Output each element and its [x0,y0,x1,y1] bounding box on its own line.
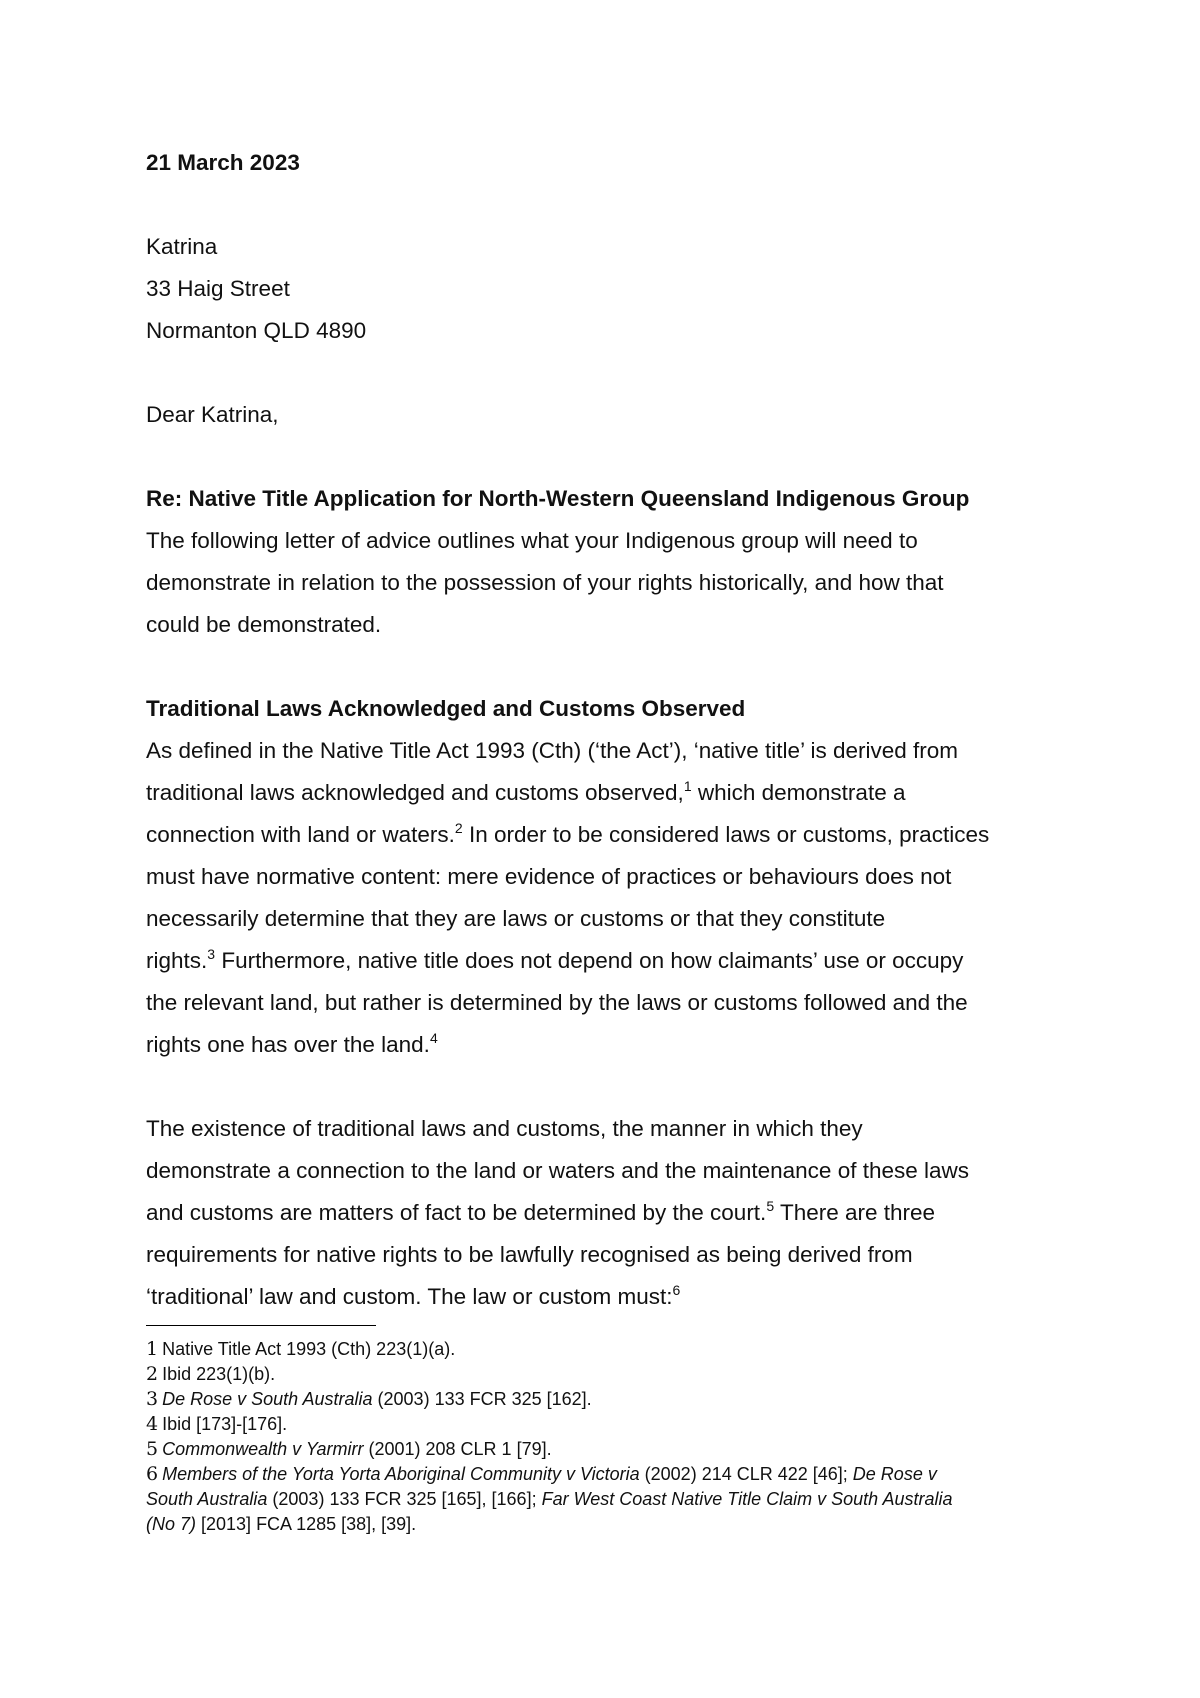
text-run: There are three [774,1200,936,1225]
letter-page [146,142,1066,1537]
text-run: rights. [146,948,208,973]
recipient-name: Katrina [146,234,218,259]
footnote-number: 5 [146,1438,159,1460]
paragraph-line [146,1276,1066,1318]
paragraph-line [146,814,1066,856]
footnote-continuation [146,1487,1066,1512]
paragraph-line [146,940,1066,982]
case-name: (No 7) [146,1514,197,1534]
case-name: Far West Coast Native Title Claim v South Australia [541,1489,953,1509]
footnote [146,1362,1066,1387]
footnote-ref[interactable]: 6 [672,1282,681,1298]
footnote-ref[interactable]: 2 [454,820,463,836]
text-run: rights one has over the land. [146,1032,430,1057]
case-name: Commonwealth v Yarmirr [162,1439,364,1459]
paragraph-1 [146,730,1066,1066]
footnote-text: [2013] FCA 1285 [38], [39]. [196,1514,417,1534]
case-name: South Australia [146,1489,268,1509]
text-run: which demonstrate a [691,780,906,805]
footnote-text: (2003) 133 FCR 325 [165], [166]; [267,1489,542,1509]
intro-line: could be demonstrated. [146,612,382,637]
subject-heading: Re: Native Title Application for North-Western Queensland Indigenous Group [146,486,970,511]
footnote [146,1437,1066,1462]
section-heading: Traditional Laws Acknowledged and Customs Observed [146,696,746,721]
salutation: Dear Katrina, [146,402,279,427]
footnote-ref[interactable]: 4 [429,1030,438,1046]
footnote-continuation [146,1512,1066,1537]
footnote [146,1462,1066,1487]
text-run: and customs are matters of fact to be determined by the court. [146,1200,767,1225]
footnotes [146,1337,1066,1537]
text-run: connection with land or waters. [146,822,455,847]
intro-paragraph [146,520,1066,646]
paragraph-2 [146,1108,1066,1318]
recipient-city: Normanton QLD 4890 [146,318,367,343]
paragraph-line: The existence of traditional laws and customs, the manner in which they [146,1116,863,1141]
footnote [146,1337,1066,1362]
text-run: ‘traditional’ law and custom. The law or custom must: [146,1284,673,1309]
paragraph-line: requirements for native rights to be lawfully recognised as being derived from [146,1242,913,1267]
text-run: In order to be considered laws or customs, practices [462,822,990,847]
paragraph-line: must have normative content: mere evidence of practices or behaviours does not [146,864,952,889]
footnote-text: Native Title Act 1993 (Cth) 223(1)(a). [162,1339,456,1359]
paragraph-line: demonstrate a connection to the land or waters and the maintenance of these laws [146,1158,970,1183]
case-name: De Rose v South Australia [162,1389,373,1409]
intro-line: demonstrate in relation to the possession of your rights historically, and how that [146,570,944,595]
footnote-ref[interactable]: 1 [683,778,692,794]
recipient-street: 33 Haig Street [146,276,290,301]
footnote-ref[interactable]: 5 [766,1198,775,1214]
paragraph-line [146,772,1066,814]
footnote-ref[interactable]: 3 [207,946,216,962]
footnote-text: Ibid [173]-[176]. [162,1414,288,1434]
footnote [146,1387,1066,1412]
paragraph-line [146,1024,1066,1066]
footnote-number: 4 [146,1413,159,1435]
intro-line: The following letter of advice outlines what your Indigenous group will need to [146,528,918,553]
footnote-number: 3 [146,1388,159,1410]
paragraph-line: the relevant land, but rather is determined by the laws or customs followed and the [146,990,968,1015]
footnote-number: 2 [146,1363,159,1385]
footnote-number: 1 [146,1338,159,1360]
paragraph-line [146,1192,1066,1234]
paragraph-line: As defined in the Native Title Act 1993 (Cth) (‘the Act’), ‘native title’ is derived from [146,738,959,763]
footnote-number: 6 [146,1463,159,1485]
letter-date: 21 March 2023 [146,150,300,175]
text-run: traditional laws acknowledged and customs observed, [146,780,684,805]
case-name: De Rose v [852,1464,937,1484]
footnote [146,1412,1066,1437]
footnote-text: (2002) 214 CLR 422 [46]; [639,1464,853,1484]
footnote-text: (2003) 133 FCR 325 [162]. [372,1389,592,1409]
footnote-separator [146,1325,376,1326]
footnote-text: Ibid 223(1)(b). [162,1364,276,1384]
text-run: Furthermore, native title does not depend on how claimants’ use or occupy [215,948,964,973]
paragraph-line: necessarily determine that they are laws or customs or that they constitute [146,906,886,931]
case-name: Members of the Yorta Yorta Aboriginal Community v Victoria [162,1464,640,1484]
footnote-text: (2001) 208 CLR 1 [79]. [363,1439,552,1459]
